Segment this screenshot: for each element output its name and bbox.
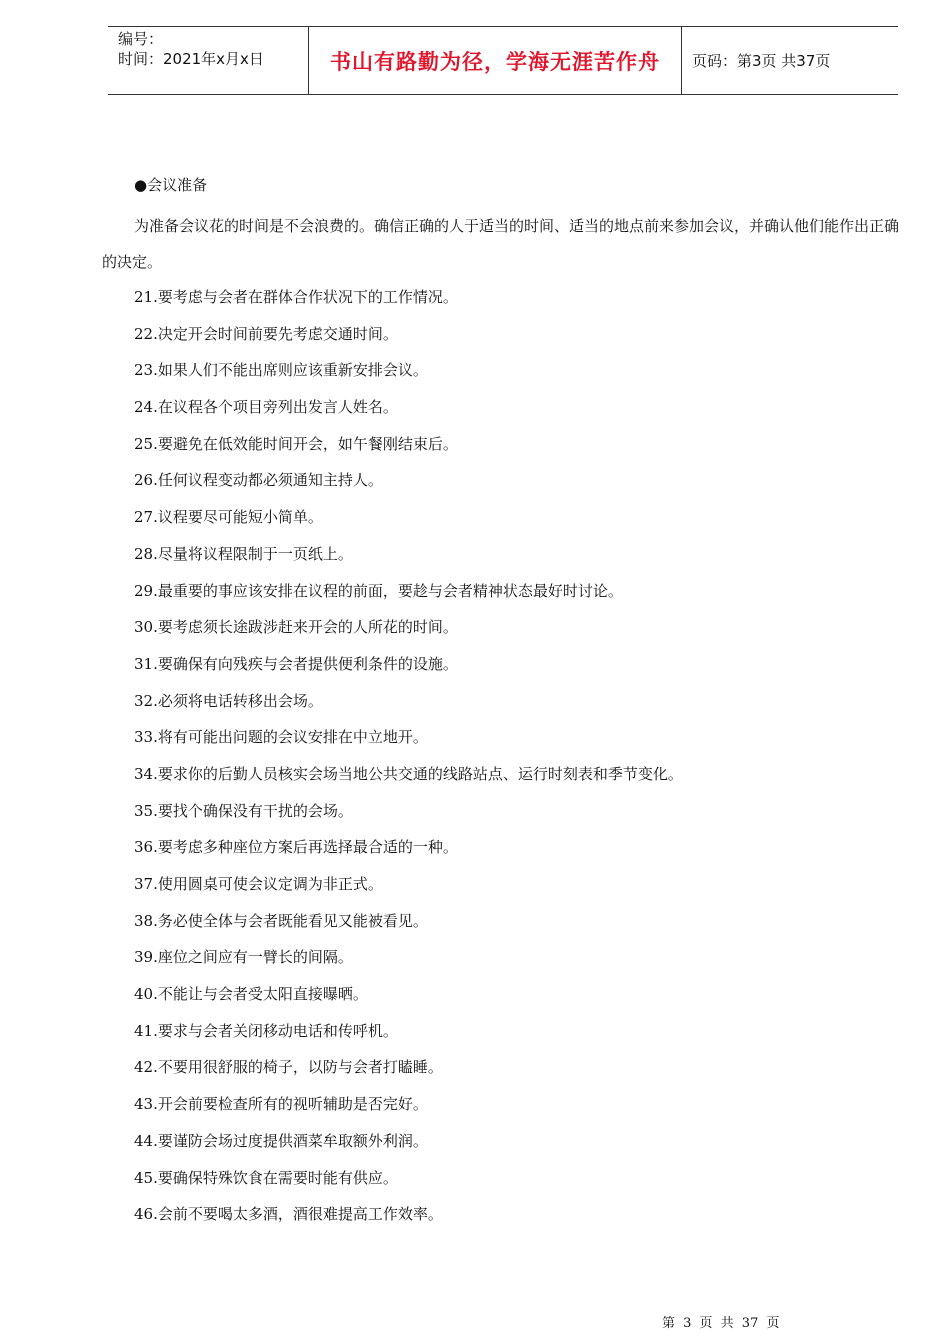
list-item: 42.不要用很舒服的椅子，以防与会者打瞌睡。 [134,1058,443,1077]
header-page-info: 页码：第3页 共37页 [692,52,831,70]
header-meta-cell [108,27,309,94]
list-item: 29.最重要的事应该安排在议程的前面，要趁与会者精神状态最好时讨论。 [134,581,623,600]
list-item: 38.务必使全体与会者既能看见又能被看见。 [134,911,428,930]
list-item: 33.将有可能出问题的会议安排在中立地开。 [134,728,428,747]
page-footer: 第 3 页 共 37 页 [662,1316,780,1331]
list-item: 24.在议程各个项目旁列出发言人姓名。 [134,398,398,417]
list-item: 44.要谨防会场过度提供酒菜牟取额外利润。 [134,1131,428,1150]
list-item: 32.必须将电话转移出会场。 [134,691,323,710]
list-item: 22.决定开会时间前要先考虑交通时间。 [134,324,398,343]
list-item: 28.尽量将议程限制于一页纸上。 [134,544,353,563]
header-page-cell [682,27,898,94]
list-item: 34.要求你的后勤人员核实会场当地公共交通的线路站点、运行时刻表和季节变化。 [134,764,683,783]
list-item: 43.开会前要检查所有的视听辅助是否完好。 [134,1095,428,1114]
list-item: 31.要确保有向残疾与会者提供便利条件的设施。 [134,654,458,673]
list-item: 40.不能让与会者受太阳直接曝晒。 [134,985,368,1004]
list-item: 35.要找个确保没有干扰的会场。 [134,801,353,820]
list-item: 25.要避免在低效能时间开会，如午餐刚结束后。 [134,434,458,453]
section-intro: 为准备会议花的时间是不会浪费的。确信正确的人于适当的时间、适当的地点前来参加会议，并确认他们能作出正确的决定。 [102,217,900,271]
header-motto: 书山有路勤为径，学海无涯苦作舟 [330,49,660,74]
page-header [108,26,898,95]
list-item: 41.要求与会者关闭移动电话和传呼机。 [134,1021,398,1040]
list-item: 21.要考虑与会者在群体合作状况下的工作情况。 [134,288,458,306]
list-item: 45.要确保特殊饮食在需要时能有供应。 [134,1168,398,1187]
list-item: 30.要考虑须长途跋涉赶来开会的人所花的时间。 [134,618,458,637]
list-item: 36.要考虑多种座位方案后再选择最合适的一种。 [134,838,458,857]
item-list [134,284,683,1238]
list-item: 26.任何议程变动都必须通知主持人。 [134,471,383,490]
section-title: ●会议准备 [134,176,208,194]
list-item: 27.议程要尽可能短小简单。 [134,508,323,527]
list-item: 46.会前不要喝太多酒，酒很难提高工作效率。 [134,1205,443,1224]
list-item: 23.如果人们不能出席则应该重新安排会议。 [134,361,428,380]
header-motto-cell [309,27,682,94]
list-item: 39.座位之间应有一臂长的间隔。 [134,948,353,967]
list-item: 37.使用圆桌可使会议定调为非正式。 [134,875,383,893]
document-number-label: 编号： [118,30,164,48]
document-time-label: 时间：2021年x月x日 [118,50,264,68]
